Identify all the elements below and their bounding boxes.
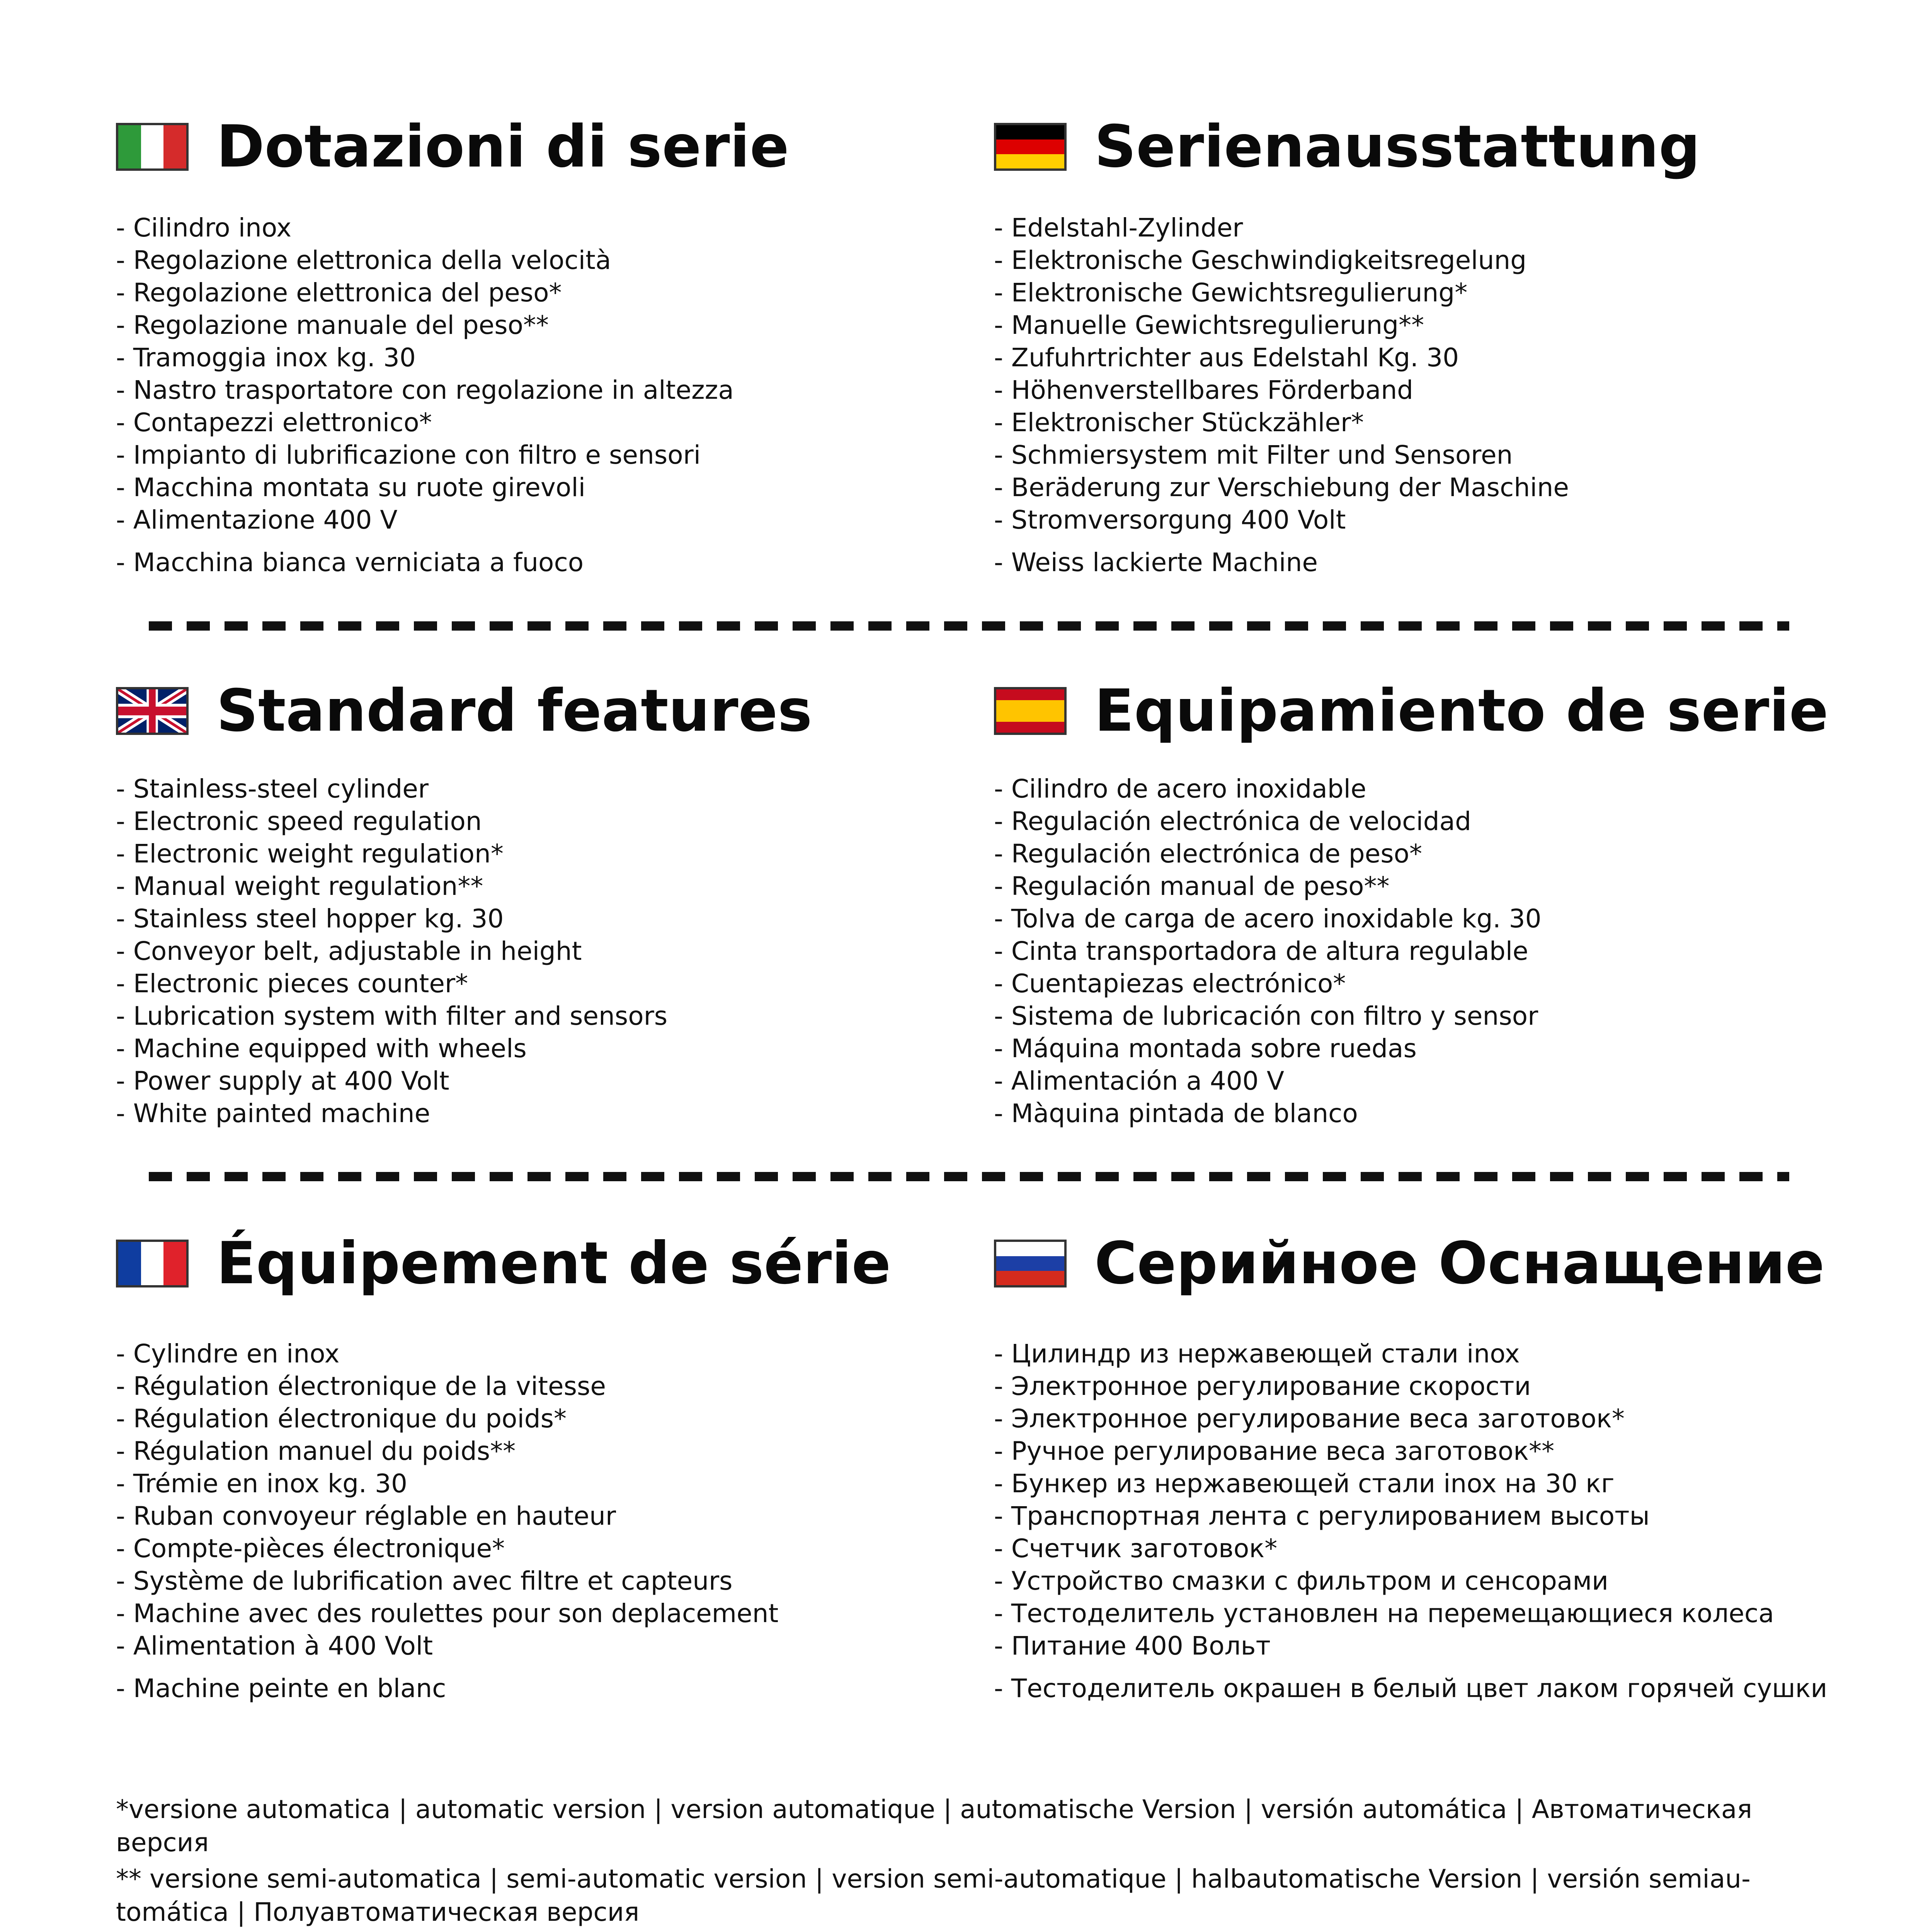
list-item: - Цилиндр из нержавеющей стали inox [994, 1339, 1520, 1369]
section-fr-title: Équipement de série [216, 1230, 891, 1297]
section-en-title: Standard features [216, 677, 812, 745]
section-it-heading [116, 113, 789, 180]
section-en-heading [116, 677, 812, 745]
list-item: - Electronic weight regulation* [116, 839, 504, 869]
section-fr-heading [116, 1230, 891, 1297]
list-item: - Système de lubrification avec filtre et capteurs [116, 1566, 733, 1596]
list-item: - Conveyor belt, adjustable in height [116, 936, 582, 966]
list-item: - Бункер из нержавеющей стали inox на 30 кг [994, 1469, 1615, 1498]
section-de-heading [994, 113, 1700, 180]
list-item: - Höhenverstellbares Förderband [994, 375, 1414, 405]
list-item: - Regulación electrónica de velocidad [994, 806, 1471, 836]
dashed-divider [149, 1172, 1789, 1181]
footnotes [116, 1793, 1785, 1929]
list-item: - Regolazione manuale del peso** [116, 310, 549, 340]
russia-flag-icon [994, 1240, 1067, 1287]
list-item: - Stainless steel hopper kg. 30 [116, 904, 504, 934]
list-item: - Nastro trasportatore con regolazione in altezza [116, 375, 734, 405]
list-item: - Electronic speed regulation [116, 806, 482, 836]
list-item: - Lubrication system with filter and sensors [116, 1001, 668, 1031]
list-item: - Zufuhrtrichter aus Edelstahl Kg. 30 [994, 343, 1459, 372]
list-item: - Stainless-steel cylinder [116, 774, 429, 804]
list-item: - Cilindro inox [116, 213, 292, 243]
list-item: - Sistema de lubricación con filtro y sensor [994, 1001, 1538, 1031]
list-item: - Cinta transportadora de altura regulable [994, 936, 1528, 966]
list-item: - Elektronische Geschwindigkeitsregelung [994, 245, 1527, 275]
list-item: - Machine peinte en blanc [116, 1673, 446, 1703]
list-item: - Electronic pieces counter* [116, 969, 468, 998]
section-es-heading [994, 677, 1829, 745]
list-item: - Тестоделитель окрашен в белый цвет лаком горячей сушки [994, 1673, 1828, 1703]
uk-flag-icon [116, 687, 189, 735]
list-item: - Ruban convoyeur réglable en hauteur [116, 1501, 616, 1531]
list-item: - Contapezzi elettronico* [116, 408, 432, 437]
section-ru-list [994, 1338, 1827, 1705]
list-item: - Weiss lackierte Machine [994, 548, 1318, 577]
list-item: - Impianto di lubrificazione con filtro e sensori [116, 440, 701, 470]
section-es-list [994, 773, 1542, 1130]
list-item: - Máquina montada sobre ruedas [994, 1034, 1417, 1063]
list-item: - Счетчик заготовок* [994, 1534, 1278, 1563]
list-item: - Питание 400 Вольт [994, 1631, 1271, 1661]
footnote-semi-automatic: ** versione semi-automatica | semi-automatic version | version semi-automatique | halbautomatische Version | versión semiau- tomática | Полуавтоматическая версия [116, 1864, 1751, 1927]
list-item: - Regolazione elettronica del peso* [116, 278, 562, 308]
list-item: - Power supply at 400 Volt [116, 1066, 449, 1096]
list-item: - Régulation électronique du poids* [116, 1404, 567, 1434]
list-item: - Tolva de carga de acero inoxidable kg. 30 [994, 904, 1542, 934]
list-item: - Ручное регулирование веса заготовок** [994, 1436, 1555, 1466]
spain-flag-icon [994, 687, 1067, 735]
list-item: - Regolazione elettronica della velocità [116, 245, 611, 275]
list-item: - Транспортная лента с регулированием высоты [994, 1501, 1650, 1531]
list-item: - Cilindro de acero inoxidable [994, 774, 1366, 804]
germany-flag-icon [994, 123, 1067, 171]
list-item: - Machine avec des roulettes pour son deplacement [116, 1599, 779, 1628]
list-item: - Régulation électronique de la vitesse [116, 1371, 606, 1401]
list-item: - Régulation manuel du poids** [116, 1436, 516, 1466]
france-flag-icon [116, 1240, 189, 1287]
list-item: - Regulación electrónica de peso* [994, 839, 1423, 869]
list-item: - Edelstahl-Zylinder [994, 213, 1243, 243]
list-item: - Cylindre en inox [116, 1339, 340, 1369]
list-item: - Machine equipped with wheels [116, 1034, 527, 1063]
section-en-list [116, 773, 667, 1130]
list-item: - Cuentapiezas electrónico* [994, 969, 1346, 998]
list-item: - Macchina bianca verniciata a fuoco [116, 548, 584, 577]
list-item: - Электронное регулирование скорости [994, 1371, 1531, 1401]
list-item: - Macchina montata su ruote girevoli [116, 473, 585, 502]
list-item: - Elektronische Gewichtsregulierung* [994, 278, 1468, 308]
list-item: - Manual weight regulation** [116, 871, 483, 901]
list-item: - Regulación manual de peso** [994, 871, 1390, 901]
italy-flag-icon [116, 123, 189, 171]
footnote-automatic: *versione automatica | automatic version | version automatique | automatische Version | versión automática | Автоматическая версия [116, 1794, 1753, 1857]
list-item: - Alimentazione 400 V [116, 505, 398, 535]
list-item: - Trémie en inox kg. 30 [116, 1469, 407, 1498]
list-item: - Compte-pièces électronique* [116, 1534, 505, 1563]
list-item: - Beräderung zur Verschiebung der Maschine [994, 473, 1569, 502]
dashed-divider [149, 621, 1789, 631]
section-it-list [116, 212, 734, 579]
list-item: - Alimentation à 400 Volt [116, 1631, 433, 1661]
section-es-title: Equipamiento de serie [1094, 677, 1829, 745]
list-item: - White painted machine [116, 1099, 431, 1128]
section-ru-title: Серийное Оснащение [1094, 1230, 1825, 1297]
list-item: - Tramoggia inox kg. 30 [116, 343, 416, 372]
list-item: - Schmiersystem mit Filter und Sensoren [994, 440, 1513, 470]
section-ru-heading [994, 1230, 1825, 1297]
list-item: - Устройство смазки с фильтром и сенсорами [994, 1566, 1609, 1596]
section-de-title: Serienausstattung [1094, 113, 1700, 180]
list-item: - Электронное регулирование веса заготовок* [994, 1404, 1625, 1434]
section-de-list [994, 212, 1569, 579]
section-fr-list [116, 1338, 778, 1705]
list-item: - Тестоделитель установлен на перемещающиеся колеса [994, 1599, 1774, 1628]
list-item: - Alimentación a 400 V [994, 1066, 1285, 1096]
list-item: - Elektronischer Stückzähler* [994, 408, 1364, 437]
list-item: - Stromversorgung 400 Volt [994, 505, 1346, 535]
list-item: - Manuelle Gewichtsregulierung** [994, 310, 1424, 340]
section-it-title: Dotazioni di serie [216, 113, 789, 180]
list-item: - Màquina pintada de blanco [994, 1099, 1358, 1128]
